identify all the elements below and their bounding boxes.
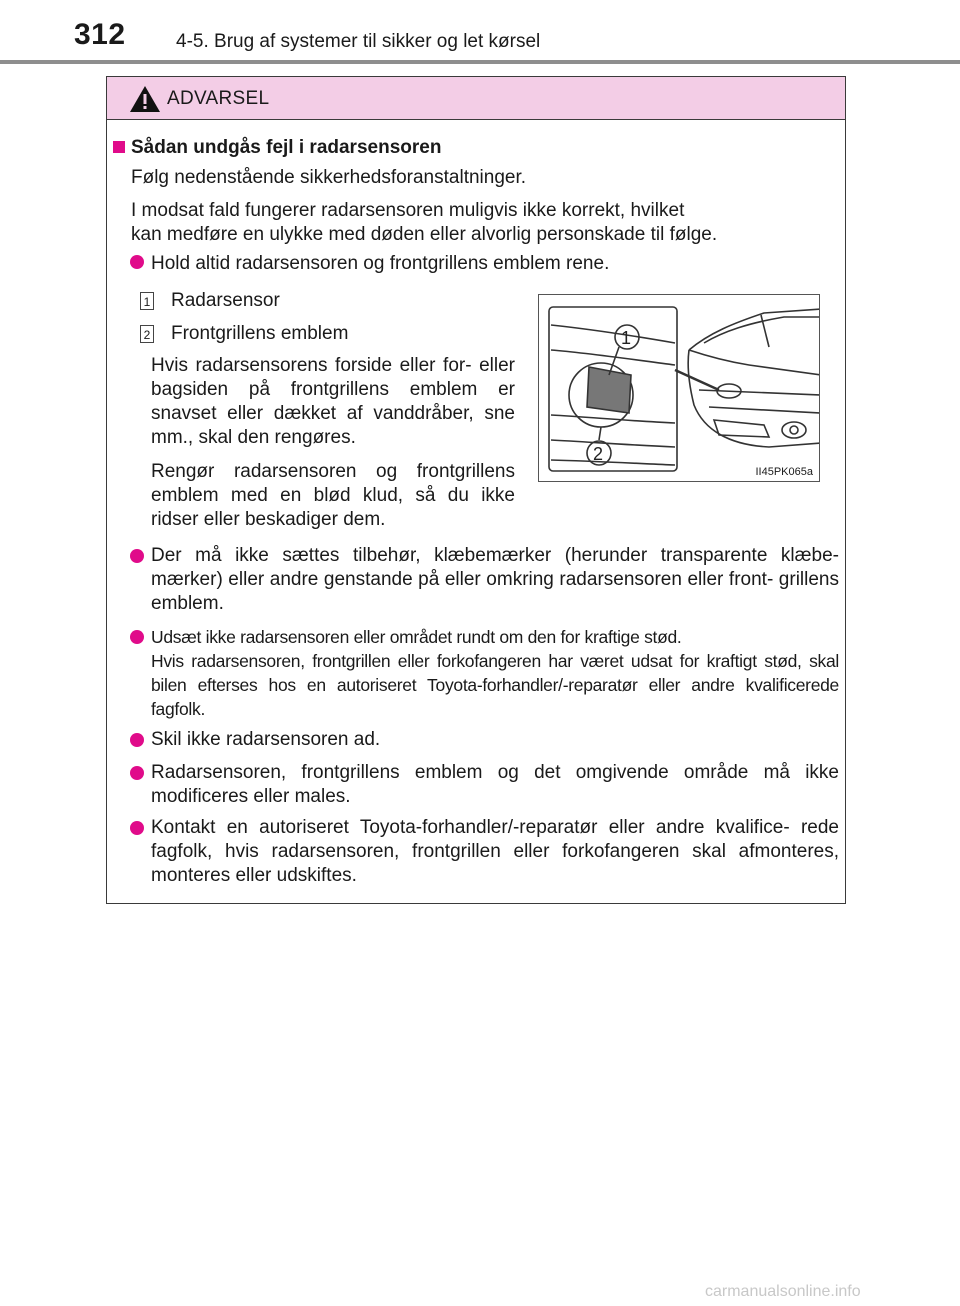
bullet-dot-icon <box>130 766 144 780</box>
header-rule <box>0 60 960 64</box>
callout-label-emblem: Frontgrillens emblem <box>171 323 349 344</box>
bullet-dot-icon <box>130 821 144 835</box>
intro-text-1: Følg nedenstående sikkerhedsforanstaltninger. <box>131 167 527 188</box>
figure-callout-2: 2 <box>593 444 604 464</box>
warning-heading: Sådan undgås fejl i radarsensoren <box>131 137 442 158</box>
watermark: carmanualsonline.info <box>705 1283 861 1300</box>
bullet-no-disassembly: Skil ikke radarsensoren ad. <box>151 729 381 750</box>
figure-callout-1: 1 <box>621 328 632 348</box>
radar-figure <box>538 294 820 482</box>
section-title: 4-5. Brug af systemer til sikker og let kørsel <box>176 31 541 52</box>
warning-triangle-icon <box>129 85 161 113</box>
callout-number-2: 2 <box>140 325 154 343</box>
bullet-contact-dealer: Kontakt en autoriseret Toyota-forhandler/-reparatør eller andre kvalifice- rede fagfolk, hvis radarsensoren, frontgrillen eller forkofangeren skal afmonteres, monteres eller udskiftes. <box>151 817 839 886</box>
bullet-dot-icon <box>130 630 144 644</box>
bullet-dot-icon <box>130 549 144 563</box>
bullet-impact-a: Udsæt ikke radarsensoren eller området rundt om den for kraftige stød. <box>151 627 682 647</box>
bullet-dot-icon <box>130 733 144 747</box>
page-number: 312 <box>74 18 126 51</box>
car-front-illustration <box>539 295 820 482</box>
para-dirty-sensor: Hvis radarsensorens forside eller for- eller bagsiden på frontgrillens emblem er snavset eller dækket af vanddråber, sne mm., skal den rengøres. <box>151 355 515 448</box>
callout-number-1: 1 <box>140 292 154 310</box>
para-clean-sensor: Rengør radarsensoren og frontgrillens emblem med en blød klud, så du ikke ridser eller beskadiger dem. <box>151 461 515 530</box>
bullet-impact-b: Hvis radarsensoren, frontgrillen eller forkofangeren har været udsat for kraftigt stød, skal bilen efterses hos en autoriseret Toyota-forhandler/-reparatør eller andre kvalificerede fagfolk. <box>151 651 839 719</box>
callout-label-radar: Radarsensor <box>171 290 280 311</box>
bullet-no-modify: Radarsensoren, frontgrillens emblem og det omgivende område må ikke modificeres eller males. <box>151 762 839 807</box>
bullet-keep-clean: Hold altid radarsensoren og frontgrillens emblem rene. <box>151 253 610 274</box>
intro-text-2a: I modsat fald fungerer radarsensoren muligvis ikke korrekt, hvilket <box>131 200 685 221</box>
heading-square-icon <box>113 141 125 153</box>
figure-code: II45PK065a <box>755 466 813 478</box>
bullet-no-accessories: Der må ikke sættes tilbehør, klæbemærker (herunder transparente klæbe- mærker) eller andre genstande på eller omkring radarsensoren eller front- grillens emblem. <box>151 545 839 614</box>
bullet-dot-icon <box>130 255 144 269</box>
warning-header <box>107 77 845 120</box>
intro-text-2b: kan medføre en ulykke med døden eller alvorlig personskade til følge. <box>131 224 718 245</box>
warning-label: ADVARSEL <box>167 88 270 109</box>
